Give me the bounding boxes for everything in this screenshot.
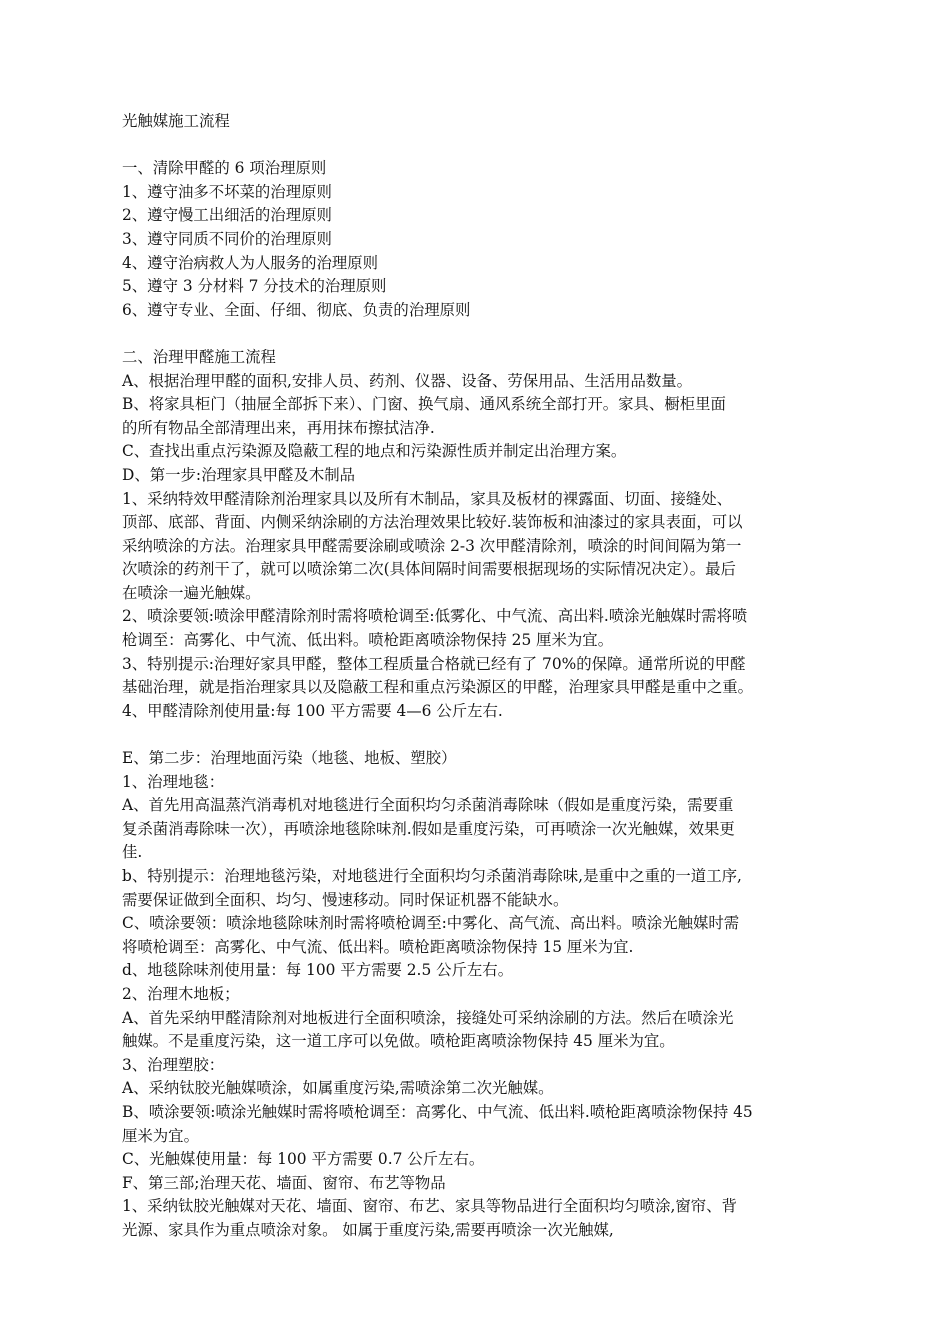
blank-line (122, 723, 842, 747)
section3-line: C、喷涂要领：喷涂地毯除味剂时需将喷枪调至:中雾化、高气流、高出料。喷涂光触媒时需 (122, 914, 740, 933)
section2-line: 采纳喷涂的方法。治理家具甲醛需要涂刷或喷涂 2-3 次甲醛清除剂，喷涂的时间间隔为第一 (122, 536, 742, 555)
section2-line: 1、采纳特效甲醛清除剂治理家具以及所有木制品，家具及板材的裸露面、切面、接缝处、 (122, 489, 733, 508)
section3-line: 佳. (122, 843, 143, 862)
section3-line: B、喷涂要领:喷涂光触媒时需将喷枪调至：高雾化、中气流、低出料.喷枪距离喷涂物保持 45 (122, 1102, 753, 1121)
section3-line: E、第二步：治理地面污染（地毯、地板、塑胶） (122, 749, 457, 768)
section3-line: 复杀菌消毒除味一次），再喷涂地毯除味剂.假如是重度污染，可再喷涂一次光触媒，效果更 (122, 819, 735, 838)
section3-line: 3、治理塑胶： (122, 1055, 225, 1074)
blank-line (122, 322, 842, 346)
section3-line: A、首先用高温蒸汽消毒机对地毯进行全面积均匀杀菌消毒除味（假如是重度污染，需要重 (122, 796, 734, 815)
section3-line: A、采纳钛胶光触媒喷涂，如属重度污染,需喷涂第二次光触媒。 (122, 1079, 554, 1098)
section2-line: 4、甲醛清除剂使用量:每 100 平方需要 4—6 公斤左右. (122, 701, 503, 720)
section3-line: d、地毯除味剂使用量：每 100 平方需要 2.5 公斤左右。 (122, 961, 514, 980)
section3-line: A、首先采纳甲醛清除剂对地板进行全面积喷涂，接缝处可采纳涂刷的方法。然后在喷涂光 (122, 1008, 734, 1027)
section1-item: 6、遵守专业、全面、仔细、彻底、负责的治理原则 (122, 300, 471, 319)
section2-heading: 二、治理甲醛施工流程 (122, 347, 276, 366)
section3-line: b、特别提示：治理地毯污染，对地毯进行全面积均匀杀菌消毒除味,是重中之重的一道工序, (122, 867, 742, 885)
document-page (122, 110, 842, 1243)
section3-line: F、第三部;治理天花、墙面、窗帘、布艺等物品 (122, 1173, 446, 1192)
section3-line: 需要保证做到全面积、均匀、慢速移动。同时保证机器不能缺水。 (122, 890, 569, 909)
section1-item: 2、遵守慢工出细活的治理原则 (122, 206, 332, 225)
section3-line: C、光触媒使用量：每 100 平方需要 0.7 公斤左右。 (122, 1150, 485, 1169)
section1-item: 1、遵守油多不坏菜的治理原则 (122, 182, 332, 201)
section1-heading: 一、清除甲醛的 6 项治理原则 (122, 159, 327, 178)
section3-line: 将喷枪调至：高雾化、中气流、低出料。喷枪距离喷涂物保持 15 厘米为宜. (122, 937, 634, 956)
section3-line: 触媒。不是重度污染，这一道工序可以免做。喷枪距离喷涂物保持 45 厘米为宜。 (122, 1032, 675, 1051)
section2-line: C、查找出重点污染源及隐蔽工程的地点和污染源性质并制定出治理方案。 (122, 442, 627, 461)
section1-item: 3、遵守同质不同价的治理原则 (122, 229, 332, 248)
section1-item: 4、遵守治病救人为人服务的治理原则 (122, 253, 379, 272)
section3-line: 1、采纳钛胶光触媒对天花、墙面、窗帘、布艺、家具等物品进行全面积均匀喷涂,窗帘、背 (122, 1197, 737, 1216)
section2-line: D、第一步:治理家具甲醛及木制品 (122, 465, 355, 484)
section2-line: 顶部、底部、背面、内侧采纳涂刷的方法治理效果比较好.装饰板和油漆过的家具表面，可以 (122, 513, 743, 532)
section2-line: 的所有物品全部清理出来，再用抹布擦拭洁净. (122, 418, 435, 437)
section2-line: 次喷涂的药剂干了，就可以喷涂第二次(具体间隔时间需要根据现场的实际情况决定）。最后 (122, 560, 736, 579)
section3-line: 2、治理木地板； (122, 984, 240, 1003)
blank-line (122, 134, 842, 158)
section2-line: 2、喷涂要领:喷涂甲醛清除剂时需将喷枪调至:低雾化、中气流、高出料.喷涂光触媒时需将喷 (122, 607, 748, 626)
section1-item: 5、遵守 3 分材料 7 分技术的治理原则 (122, 277, 387, 296)
section3-line: 1、治理地毯： (122, 772, 225, 791)
section2-line: 在喷涂一遍光触媒。 (122, 583, 261, 602)
section2-line: A、根据治理甲醛的面积,安排人员、药剂、仪器、设备、劳保用品、生活用品数量。 (122, 371, 693, 390)
section2-line: B、将家具柜门（抽屉全部拆下来）、门窗、换气扇、通风系统全部打开。家具、橱柜里面 (122, 395, 726, 414)
section2-line: 枪调至：高雾化、中气流、低出料。喷枪距离喷涂物保持 25 厘米为宜。 (122, 631, 614, 650)
section3-line: 光源、家具作为重点喷涂对象。 如属于重度污染,需要再喷涂一次光触媒, (122, 1220, 614, 1239)
section2-line: 基础治理，就是指治理家具以及隐蔽工程和重点污染源区的甲醛，治理家具甲醛是重中之重。 (122, 678, 754, 697)
document-title: 光触媒施工流程 (122, 112, 230, 130)
section2-line: 3、特别提示:治理好家具甲醛，整体工程质量合格就已经有了 70%的保障。通常所说的甲醛 (122, 654, 746, 673)
section3-line: 厘米为宜。 (122, 1126, 199, 1145)
